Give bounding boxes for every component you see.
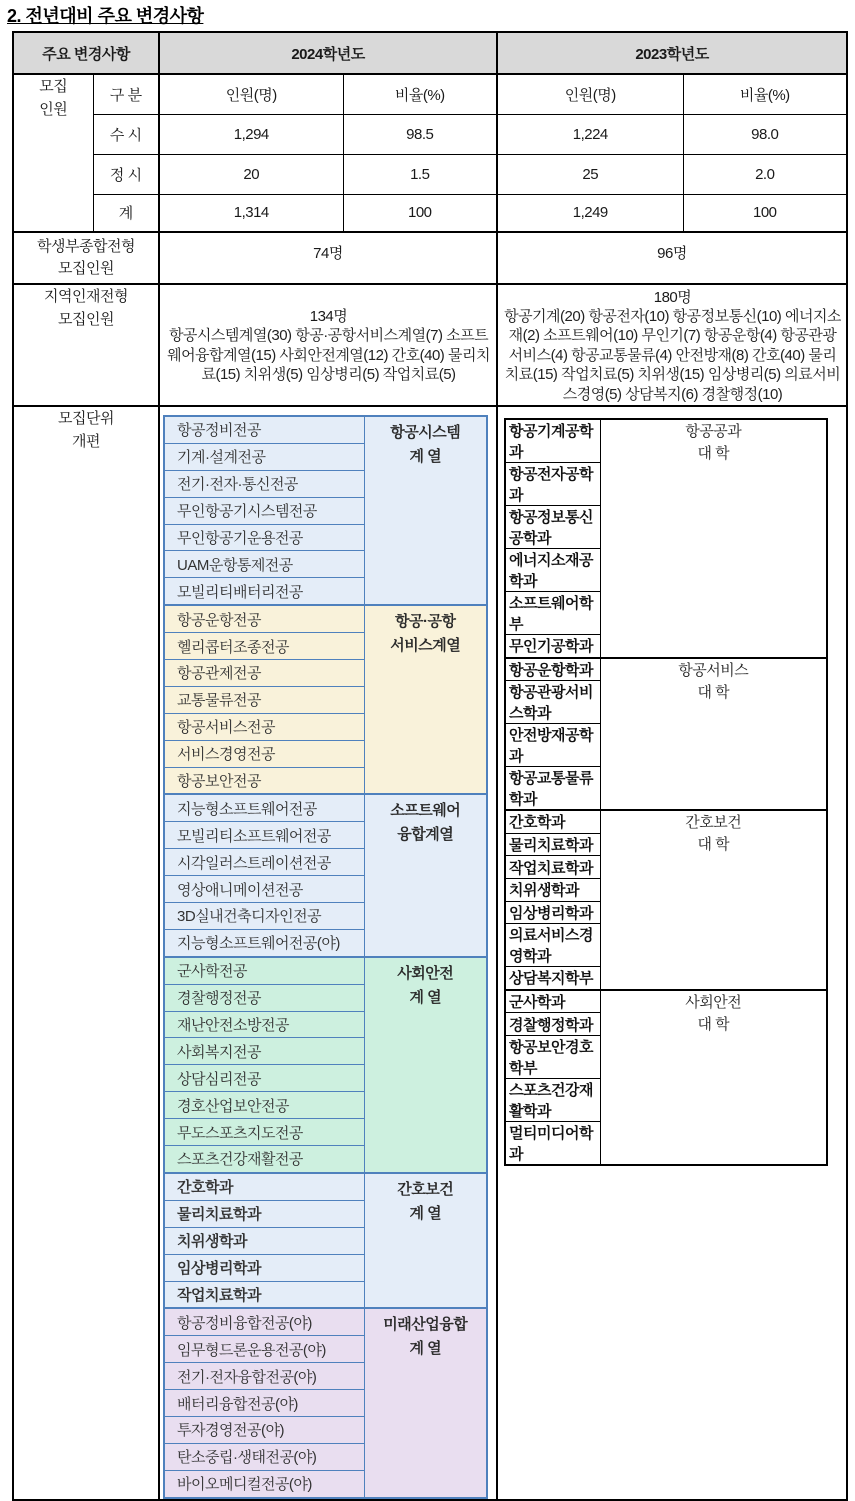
major-cell: 상담심리전공 <box>164 1065 364 1092</box>
dept-cell: 무인기공학과 <box>505 635 600 658</box>
reorg-2023-table <box>504 418 828 1166</box>
susi-label: 수 시 <box>93 114 159 154</box>
jeongsi-count-2024: 20 <box>159 154 343 194</box>
enrollment-label-line1: 모집 <box>39 78 68 95</box>
dept-cell: 군사학과 <box>505 990 600 1013</box>
header-year-2023: 2023학년도 <box>497 32 847 74</box>
college-line: 사회안전 <box>685 993 742 1011</box>
glabel-cell <box>364 794 487 956</box>
major-cell: 전기·전자·통신전공 <box>164 470 364 497</box>
total-ratio-2023: 100 <box>683 194 847 232</box>
major-cell: 전기·전자융합전공(야) <box>164 1363 364 1390</box>
college-line: 대 학 <box>697 683 730 701</box>
reorg-2024-cell <box>159 406 497 1500</box>
jonghap-label-line1: 학생부종합전형 <box>37 238 135 255</box>
glabel-cell <box>364 416 487 605</box>
dept-cell: 물리치료학과 <box>505 833 600 856</box>
subheader-ratio-2023: 비율(%) <box>683 74 847 114</box>
major-cell: 스포츠건강재활전공 <box>164 1146 364 1173</box>
major-cell: 작업치료학과 <box>164 1281 364 1308</box>
major-cell: 재난안전소방전공 <box>164 1011 364 1038</box>
enrollment-row-label <box>13 74 93 232</box>
jeongsi-ratio-2023: 2.0 <box>683 154 847 194</box>
dept-cell: 안전방재공학과 <box>505 724 600 767</box>
college-cell <box>600 810 827 990</box>
major-cell: 무도스포츠지도전공 <box>164 1119 364 1146</box>
major-cell: 항공서비스전공 <box>164 713 364 740</box>
dept-cell: 스포츠건강재활학과 <box>505 1078 600 1121</box>
major-cell: 임무형드론운용전공(야) <box>164 1336 364 1363</box>
reorg-2023-cell <box>497 406 847 1500</box>
glabel-line: 계 열 <box>409 448 442 465</box>
dept-cell: 치위생학과 <box>505 878 600 901</box>
jonghap-count-2023: 96명 <box>497 232 847 284</box>
dept-cell: 항공관광서비스학과 <box>505 681 600 724</box>
major-cell: 경호산업보안전공 <box>164 1092 364 1119</box>
reorg-label-line2: 개편 <box>72 433 100 450</box>
total-count-2023: 1,249 <box>497 194 683 232</box>
glabel-line: 미래산업융합 <box>383 1316 468 1334</box>
subheader-ratio-2024: 비율(%) <box>343 74 497 114</box>
major-cell: 경찰행정전공 <box>164 984 364 1011</box>
major-cell: 투자경영전공(야) <box>164 1416 364 1443</box>
glabel-cell <box>364 957 487 1173</box>
glabel-cell <box>364 1308 487 1497</box>
total-count-2024: 1,314 <box>159 194 343 232</box>
header-changes: 주요 변경사항 <box>13 32 159 74</box>
dept-cell: 소프트웨어학부 <box>505 592 600 635</box>
major-cell: 모빌리티소프트웨어전공 <box>164 822 364 849</box>
changes-table <box>12 31 848 1501</box>
major-cell: 모빌리티배터리전공 <box>164 578 364 605</box>
dept-cell: 에너지소재공학과 <box>505 549 600 592</box>
jiyeok-label-line2: 모집인원 <box>58 311 114 328</box>
reorg-2024-table <box>163 415 488 1499</box>
reorg-label-line1: 모집단위 <box>58 410 114 427</box>
college-cell <box>600 990 827 1165</box>
dept-cell: 항공교통물류학과 <box>505 767 600 811</box>
jonghap-row-label <box>13 232 159 284</box>
college-cell <box>600 419 827 658</box>
major-cell: 지능형소프트웨어전공 <box>164 794 364 821</box>
college-line: 대 학 <box>697 1015 730 1033</box>
glabel-line: 계 열 <box>409 988 442 1006</box>
glabel-line: 소프트웨어 <box>390 802 461 820</box>
major-cell: 시각일러스트레이션전공 <box>164 849 364 876</box>
subheader-gubun: 구 분 <box>93 74 159 114</box>
jiyeok-2024-cell <box>159 284 497 406</box>
college-line: 항공공과 <box>685 423 742 440</box>
major-cell: 헬리콥터조종전공 <box>164 633 364 660</box>
jonghap-count-2024: 74명 <box>159 232 497 284</box>
dept-cell: 의료서비스경영학과 <box>505 924 600 967</box>
enrollment-label-line2: 인원 <box>39 101 68 118</box>
jonghap-label-line2: 모집인원 <box>58 260 114 277</box>
susi-ratio-2023: 98.0 <box>683 114 847 154</box>
glabel-cell <box>364 1173 487 1308</box>
header-year-2024: 2024학년도 <box>159 32 497 74</box>
major-cell: 간호학과 <box>164 1173 364 1200</box>
jiyeok-2024-total: 134명 <box>309 308 348 326</box>
major-cell: 교통물류전공 <box>164 686 364 713</box>
major-cell: 항공보안전공 <box>164 767 364 794</box>
major-cell: 서비스경영전공 <box>164 740 364 767</box>
major-cell: UAM운항통제전공 <box>164 551 364 578</box>
major-cell: 물리치료학과 <box>164 1200 364 1227</box>
jiyeok-2023-cell <box>497 284 847 406</box>
glabel-line: 항공시스템 <box>390 424 461 441</box>
major-cell: 무인항공기운용전공 <box>164 524 364 551</box>
jeongsi-label: 정 시 <box>93 154 159 194</box>
page-title: 2. 전년대비 주요 변경사항 <box>7 6 204 26</box>
major-cell: 지능형소프트웨어전공(야) <box>164 929 364 956</box>
dept-cell: 항공기계공학과 <box>505 419 600 463</box>
major-cell: 군사학전공 <box>164 957 364 984</box>
major-cell: 기계·설계전공 <box>164 443 364 470</box>
susi-count-2023: 1,224 <box>497 114 683 154</box>
dept-cell: 항공운항학과 <box>505 658 600 681</box>
major-cell: 사회복지전공 <box>164 1038 364 1065</box>
glabel-line: 계 열 <box>409 1204 442 1222</box>
college-cell <box>600 658 827 811</box>
glabel-line: 간호보건 <box>397 1180 454 1198</box>
dept-cell: 작업치료학과 <box>505 856 600 879</box>
major-cell: 임상병리학과 <box>164 1254 364 1281</box>
jiyeok-2023-total: 180명 <box>653 288 692 306</box>
susi-ratio-2024: 98.5 <box>343 114 497 154</box>
college-line: 대 학 <box>697 836 730 854</box>
major-cell: 항공정비전공 <box>164 416 364 443</box>
major-cell: 무인항공기시스템전공 <box>164 497 364 524</box>
college-line: 간호보건 <box>685 814 742 832</box>
college-line: 항공서비스 <box>678 661 749 679</box>
dept-cell: 항공정보통신공학과 <box>505 506 600 549</box>
glabel-line: 항공·공항 <box>395 613 456 631</box>
dept-cell: 상담복지학부 <box>505 967 600 990</box>
jiyeok-row-label <box>13 284 159 406</box>
jiyeok-label-line1: 지역인재전형 <box>44 288 128 305</box>
jeongsi-count-2023: 25 <box>497 154 683 194</box>
glabel-cell <box>364 605 487 794</box>
major-cell: 3D실내건축디자인전공 <box>164 903 364 930</box>
major-cell: 탄소중립·생태전공(야) <box>164 1443 364 1470</box>
major-cell: 바이오메디컬전공(야) <box>164 1470 364 1497</box>
dept-cell: 경찰행정학과 <box>505 1013 600 1036</box>
major-cell: 치위생학과 <box>164 1227 364 1254</box>
dept-cell: 임상병리학과 <box>505 901 600 924</box>
reorg-row-label <box>13 406 159 1500</box>
susi-count-2024: 1,294 <box>159 114 343 154</box>
jiyeok-2024-detail: 항공시스템계열(30) 항공·공항서비스계열(7) 소프트웨어융합계열(15) 사회안전계열(12) 간호(40) 물리치료(15) 치위생(5) 임상병리(5) 작업치료(5) <box>167 327 490 384</box>
major-cell: 영상애니메이션전공 <box>164 876 364 903</box>
total-ratio-2024: 100 <box>343 194 497 232</box>
major-cell: 항공운항전공 <box>164 605 364 632</box>
dept-cell: 간호학과 <box>505 810 600 833</box>
major-cell: 항공관제전공 <box>164 660 364 687</box>
subheader-count-2023: 인원(명) <box>497 74 683 114</box>
jeongsi-ratio-2024: 1.5 <box>343 154 497 194</box>
dept-cell: 항공전자공학과 <box>505 463 600 506</box>
glabel-line: 사회안전 <box>397 964 454 982</box>
jiyeok-2023-detail: 항공기계(20) 항공전자(10) 항공정보통신(10) 에너지소재(2) 소프트웨어(10) 무인기(7) 항공운항(4) 항공관광서비스(4) 항공교통물류(4) 안전방재(8) 간호(40) 물리치료(15) 작업치료(5) 치위생(15) 임상병리(5) 의료서비스경영(5) 상담복지(6) 경찰행정(10) <box>504 307 841 403</box>
dept-cell: 항공보안경호학부 <box>505 1035 600 1078</box>
dept-cell: 멀티미디어학과 <box>505 1121 600 1165</box>
glabel-line: 계 열 <box>409 1340 442 1358</box>
major-cell: 배터리융합전공(야) <box>164 1390 364 1417</box>
total-label: 계 <box>93 194 159 232</box>
major-cell: 항공정비융합전공(야) <box>164 1308 364 1335</box>
glabel-line: 융합계열 <box>397 826 454 844</box>
college-line: 대 학 <box>697 445 730 462</box>
subheader-count-2024: 인원(명) <box>159 74 343 114</box>
glabel-line: 서비스계열 <box>390 637 461 655</box>
